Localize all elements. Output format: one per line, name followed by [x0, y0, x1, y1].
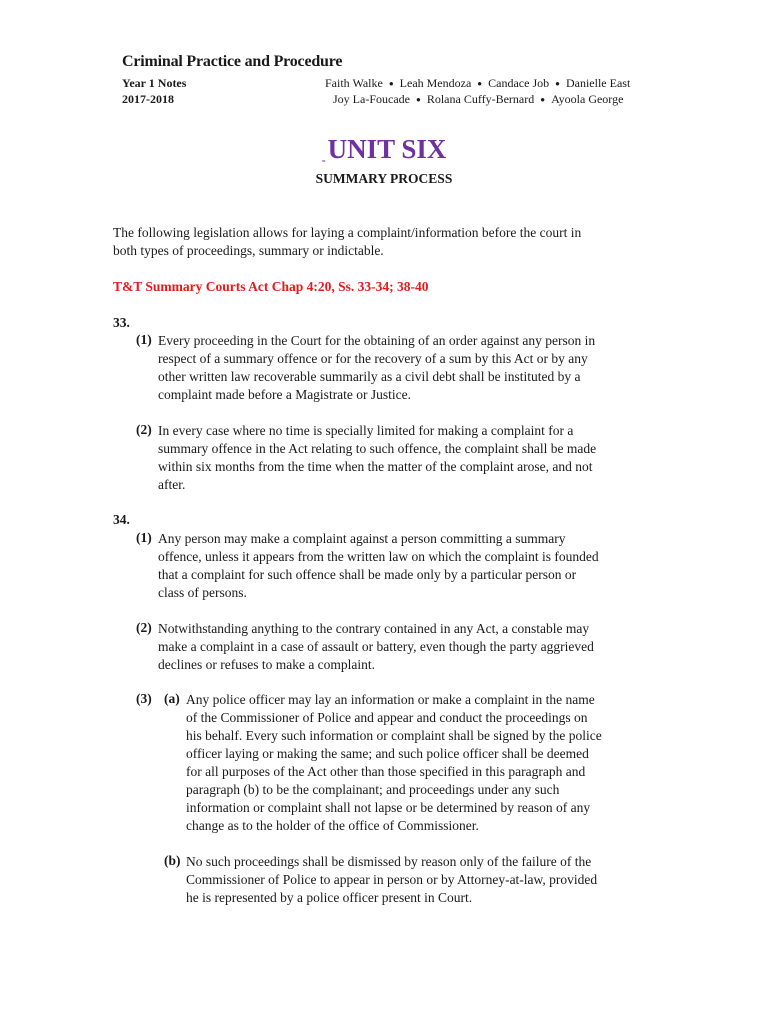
authors-row-1	[325, 76, 630, 91]
paragraph-letter: (a)	[164, 691, 180, 706]
subsection-number: (3)	[136, 691, 152, 706]
year-label: Year 1 Notes	[122, 76, 187, 90]
paragraph-letter: (b)	[164, 853, 181, 868]
unit-title: $_‐$UNIT SIX	[321, 134, 447, 167]
bullet-icon: ●	[540, 95, 546, 104]
author-name: Danielle East	[565, 76, 631, 90]
session-label: 2017-2018	[122, 92, 174, 106]
paragraph-text: No such proceedings shall be dismissed by reason only of the failure of the Commissioner of Police to appear in person or by Attorney-at-law, provided he is represented by a police officer present in Court.	[186, 854, 598, 905]
subsection-number: (2)	[136, 620, 152, 635]
bullet-icon: ●	[415, 95, 421, 104]
paragraph-text: Any police officer may lay an information or make a complaint in the name of the Commissioner of Police and appear and conduct the proceedings on his behalf. Every such information or complaint shall be signed by the police officer laying or making the same; and such police officer shall be deemed for all purposes of the Act other than those specified in this paragraph and paragraph (b) to be the complainant; and proceedings under any such information or complaint shall not lapse or be determined by reason of any change as to the holder of the office of Commissioner.	[186, 692, 602, 833]
subsection-text: Every proceeding in the Court for the obtaining of an order against any person in respect of a summary offence or for the recovery of a sum by this Act or by any other written law recoverable summarily as a civil debt shall be instituted by a complaint made before a Magistrate or Justice.	[158, 333, 596, 402]
authors-row-2	[333, 92, 623, 107]
subsection-number: (1)	[136, 332, 152, 347]
author-name: Joy La-Foucade	[333, 92, 410, 106]
intro-paragraph	[113, 224, 581, 260]
subsection-number: (1)	[136, 530, 152, 545]
author-name: Leah Mendoza	[399, 76, 472, 90]
act-heading: T&T Summary Courts Act Chap 4:20, Ss. 33-34; 38-40	[113, 279, 429, 294]
subsection-text: Notwithstanding anything to the contrary contained in any Act, a constable may make a complaint in a case of assault or battery, even though the party aggrieved declines or refuses to make a complaint.	[158, 621, 594, 672]
bullet-icon: ●	[555, 79, 560, 88]
author-name: Candace Job	[488, 76, 550, 90]
text-line: The following legislation allows for laying a complaint/information before the court in	[113, 225, 582, 240]
subsection-number: (2)	[136, 422, 152, 437]
subsection-text: In every case where no time is specially limited for making a complaint for a summary offence in the Act relating to such offence, the complaint shall be made within six months from the time when the matter of the complaint arose, and not after.	[158, 423, 597, 492]
bullet-icon: ●	[477, 79, 483, 88]
author-name: Rolana Cuffy-Bernard	[426, 92, 535, 106]
unit-subtitle: SUMMARY PROCESS	[315, 171, 453, 186]
text-line: both types of proceedings, summary or indictable.	[113, 243, 384, 258]
section-number: 33.	[113, 315, 130, 330]
author-name: Ayoola George	[551, 92, 624, 106]
course-title: Criminal Practice and Procedure	[122, 53, 343, 70]
anchor-mark: ‐	[321, 153, 326, 167]
bullet-icon: ●	[388, 79, 394, 88]
author-name: Faith Walke	[325, 76, 383, 90]
section-number: 34.	[113, 512, 130, 527]
subsection-text: Any person may make a complaint against a person committing a summary offence, unless it appears from the written law on which the complaint is founded that a complaint for such offence shall be made only by a particular person or class of persons.	[158, 531, 599, 600]
